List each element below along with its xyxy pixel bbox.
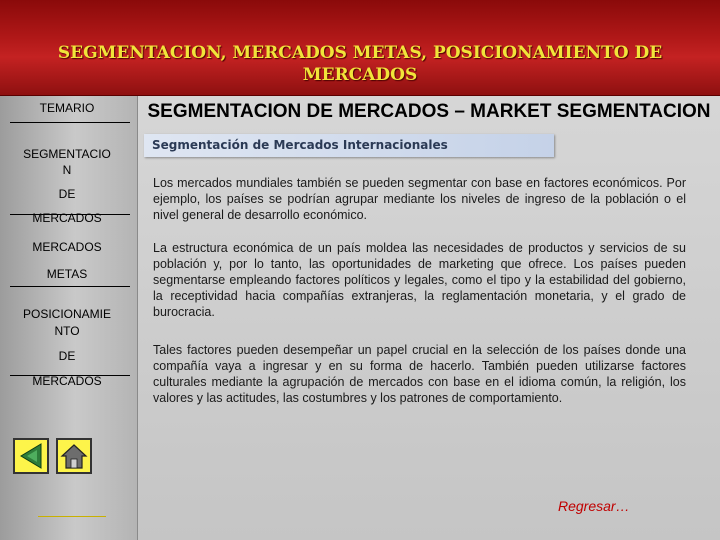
regresar-link[interactable]: Regresar…: [558, 498, 630, 514]
footer-divider: [38, 516, 106, 517]
home-button[interactable]: [56, 438, 92, 474]
header: [0, 0, 720, 97]
sidebar-item-metas-line2[interactable]: METAS: [46, 267, 88, 281]
temario-heading: TEMARIO: [39, 101, 95, 115]
paragraph-1: Los mercados mundiales también se pueden segmentar con base en factores económicos. Por ejemplo, los países se podrían agrupar mediante los niveles de ingreso de la población o el nivel general de desarrollo económico.: [153, 176, 686, 222]
left-arrow-icon: [17, 442, 45, 470]
sidebar-item-posicionamiento-line2[interactable]: NTO: [54, 324, 80, 338]
section-title: SEGMENTACION DE MERCADOS – MARKET SEGMENTACION: [147, 101, 711, 122]
sidebar-item-posicionamiento-line4[interactable]: MERCADOS: [32, 374, 102, 388]
sidebar-item-segmentacion-line2[interactable]: N: [62, 163, 72, 177]
home-icon: [60, 442, 88, 470]
sidebar-item-segmentacion-line3[interactable]: DE: [58, 187, 76, 201]
subtitle: Segmentación de Mercados Internacionales: [152, 138, 448, 152]
sidebar-item-metas-line1[interactable]: MERCADOS: [32, 240, 102, 254]
sidebar-item-segmentacion-line4[interactable]: MERCADOS: [32, 211, 102, 225]
page-title: SEGMENTACION, MERCADOS METAS, POSICIONAMIENTO DE MERCADOS: [57, 43, 663, 85]
back-button[interactable]: [13, 438, 49, 474]
sidebar-item-segmentacion-line1[interactable]: SEGMENTACIO: [23, 147, 111, 161]
divider: [10, 286, 130, 287]
sidebar: [0, 96, 138, 540]
paragraph-2: La estructura económica de un país moldea las necesidades de productos y servicios de su población y, por lo tanto, las oportunidades de marketing que ofrece. Los países pueden segmentarse empleando factores políticos y legales, como el tipo y la estabilidad del gobierno, la receptividad hacia compañías extranjeras, la reglamentación monetaria, y el grado de burocracia.: [153, 241, 686, 319]
divider: [10, 122, 130, 123]
sidebar-item-posicionamiento-line3[interactable]: DE: [58, 349, 76, 363]
sidebar-item-posicionamiento-line1[interactable]: POSICIONAMIE: [22, 307, 111, 321]
paragraph-3: Tales factores pueden desempeñar un papel crucial en la selección de los países donde una compañía vaya a ingresar y en su forma de hacerlo. También pueden utilizarse factores culturales mediante la agrupación de mercados con base en el idioma común, la religión, los valores y las actitudes, las costumbres y los patrones de comportamiento.: [153, 343, 686, 405]
main-content: [138, 96, 720, 540]
subtitle-banner: [144, 134, 554, 157]
